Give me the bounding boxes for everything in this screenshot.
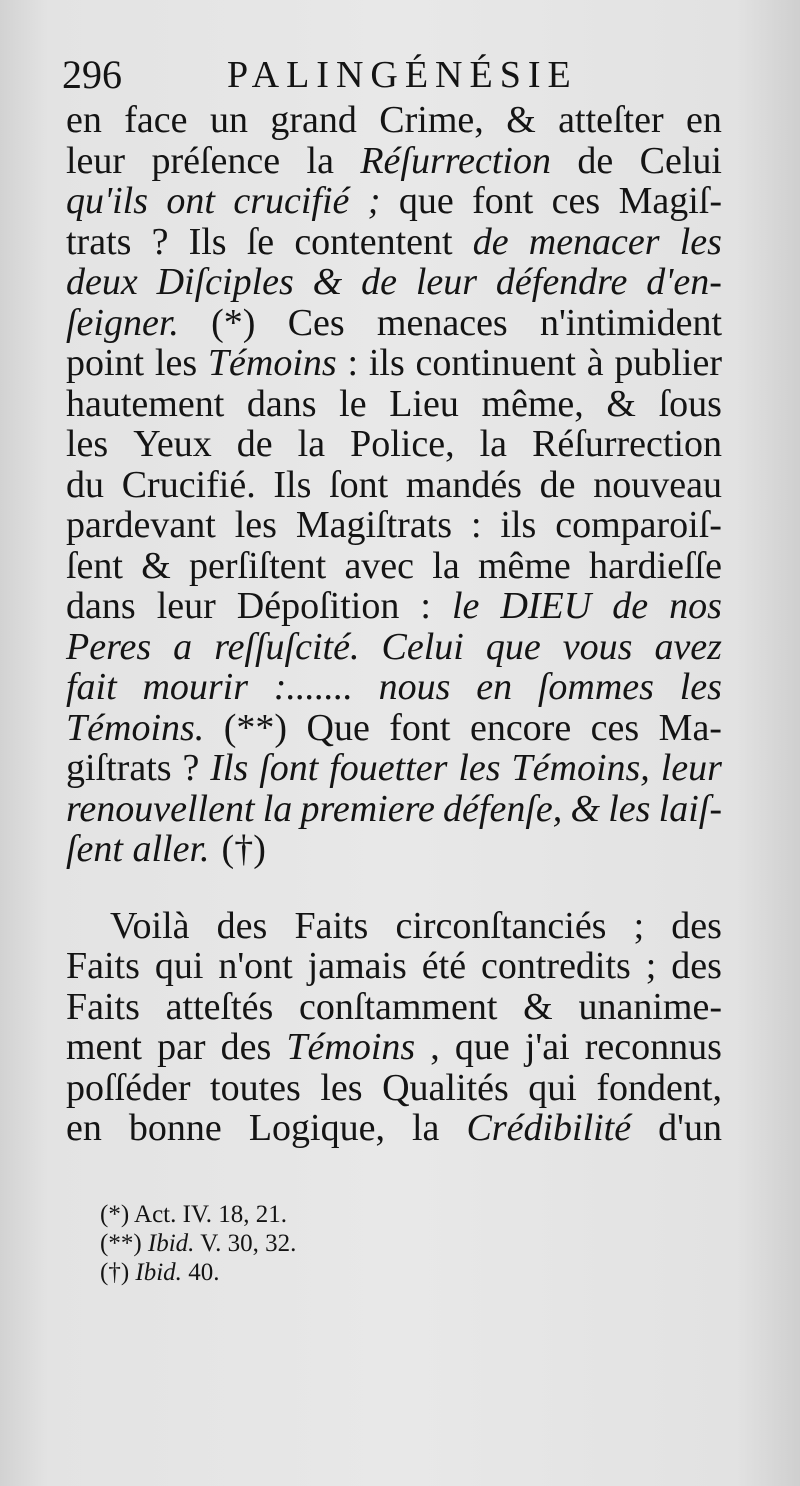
word: ; [645,945,657,987]
word: Voilà [110,904,190,947]
text-line [66,1068,722,1109]
word: ont [166,180,215,222]
word: premiere [300,787,435,830]
word: défendre [495,261,628,303]
word: défenſe, [443,787,563,830]
text-line [66,262,722,303]
word: de [472,220,509,263]
word: que [398,180,454,222]
word: menaces [376,301,508,344]
word: Faits [66,945,140,987]
word: encore [469,706,572,749]
text-line [66,100,722,141]
word: toutes [210,1066,301,1109]
word: les [154,342,198,384]
word: font [472,180,534,222]
word: (*) [211,301,256,344]
word: Dépoſition [236,585,400,627]
paragraph-gap [66,870,722,906]
word: menacer [528,220,660,263]
word: la [432,544,460,587]
word: ſe [246,220,275,263]
word: la [306,139,334,182]
word: pardevant [66,504,216,546]
word: Témoins [286,1026,416,1068]
word: dans [246,382,317,425]
text-line [66,181,722,222]
word: conſtamment [299,985,498,1028]
word: ſent [66,544,123,587]
word: & [506,99,536,141]
word: deux [66,261,138,303]
word: unanime- [578,985,722,1028]
word: hardieſſe [589,544,722,587]
word: (†) [221,828,266,870]
text-line [66,586,722,627]
word: Police, [350,423,455,465]
word: ; [367,180,381,222]
word: le [339,382,367,425]
word: j'ai [524,1026,570,1068]
word: Que [306,706,370,749]
text-line [66,667,722,708]
word: le [451,585,480,627]
word: de [539,463,576,506]
word: laiſ- [658,787,722,830]
word: & [606,382,636,425]
word: ſommes [537,666,654,708]
text-line [66,465,722,506]
word: : [420,585,431,627]
word: & [570,787,601,830]
word: ment [66,1026,142,1068]
word: leur [660,747,722,789]
word: perſiſtent [189,544,327,587]
footnotes [100,1200,296,1287]
word: poſſéder [66,1066,191,1109]
word: dans [66,585,136,627]
word: qui [154,945,204,987]
word: que [454,1026,510,1068]
text-line [66,906,722,947]
word: Magiſ- [618,180,722,222]
text-line [66,789,722,830]
word: Témoins [207,342,337,384]
word: :....... [273,666,353,708]
word: Ils [210,747,249,789]
footnote-ref: Ibid. [147,1230,195,1257]
word: circonſtanciés [395,904,607,947]
text-line [66,303,722,344]
word: leur [66,139,126,182]
word: des [671,945,722,987]
word: Lieu [389,382,459,425]
text-line [66,946,722,987]
word: renouvellent [66,787,255,830]
footnote-mark: (**) [100,1230,148,1257]
word: fouetter [329,747,448,789]
word: en [476,666,513,708]
word: trats [66,220,132,263]
word: la [411,1107,440,1149]
text-line [66,141,722,182]
word: mandés [405,463,522,506]
word: , [430,1026,440,1068]
word: en [686,99,722,141]
word: ? [182,747,200,789]
footnote-mark: (*) [100,1201,135,1228]
word: reſſuſcité. [214,625,360,668]
word: contentent [294,220,453,263]
text-line [66,222,722,263]
word: & [141,544,171,587]
text-line [66,708,722,749]
word: atteſter [558,99,664,141]
word: ? [151,220,169,263]
word: Crucifié. [121,463,256,506]
word: font [389,706,451,749]
word: même [477,544,571,587]
word: leur [156,585,216,627]
word: en [66,99,102,141]
text-line [66,1027,722,1068]
word: ils [500,504,537,546]
word: les [458,747,501,789]
word: la [479,423,508,465]
word: Diſciples [156,261,294,303]
word: Yeux [133,423,212,465]
word: ſous [658,382,722,425]
footnote-mark: (†) [100,1259,136,1286]
word: les [234,504,277,546]
word: crucifié [233,180,350,222]
word: les [66,423,109,465]
word: vous [562,625,633,668]
word: Crédibilité [466,1107,632,1149]
word: un [209,99,248,141]
word: qui [528,1066,577,1109]
word: des [220,1026,272,1068]
word: giſtrats [66,747,172,789]
word: Faits [66,985,140,1028]
footnote [100,1200,296,1229]
word: que [485,625,541,668]
word: grand [270,99,357,141]
word: des [671,904,722,947]
word: fondent, [596,1066,722,1109]
text-line [66,1108,722,1149]
word: Ils [273,463,312,506]
word: ſont [329,463,389,506]
word: & [523,985,553,1028]
word: de [361,261,397,303]
word: ſont [259,747,319,789]
word: leur [415,261,478,303]
word: fait [66,666,117,708]
footnote-text: Act. IV. 18, 21. [134,1201,288,1228]
word: les [679,220,722,263]
word: a [173,625,193,668]
word: ſeigner. [66,301,179,344]
word: & [312,261,343,303]
word: d'en- [646,261,722,303]
word: (**) [223,706,288,749]
word: Ma- [658,706,722,749]
word: ; [633,904,645,947]
footnote-text: V. 30, 32. [200,1230,297,1257]
word: n'ont [218,945,293,987]
footnote [100,1229,296,1258]
word: Ces [287,301,345,344]
running-title: PALINGÉNÉSIE [227,54,578,96]
word: à [586,342,604,384]
word: comparoiſ- [555,504,722,546]
word: Celui [639,139,722,182]
word: été [421,945,467,987]
word: ces [590,706,640,749]
text-line [66,384,722,425]
word: nouveau [593,463,722,506]
word: n'intimident [539,301,722,344]
word: Logique, [248,1107,385,1149]
word: avez [654,625,722,668]
word: les [608,787,651,830]
word: Qualités [382,1066,509,1109]
word: Peres [66,625,152,668]
word: d'un [658,1107,722,1149]
word: Ils [188,220,227,263]
word: du [66,463,104,506]
footnote [100,1258,296,1287]
word: ces [551,180,601,222]
page-header [62,50,762,100]
word: jamais [307,945,407,987]
word: publier [614,342,722,384]
page-number: 296 [62,52,122,97]
text-line [66,505,722,546]
text-line [66,627,722,668]
word: des [216,904,268,947]
word: Témoins, [511,747,650,789]
word: Crime, [379,99,484,141]
word: qu'ils [66,180,149,222]
word: point [66,342,145,384]
word: Réſurrection [360,139,551,182]
word: reconnus [584,1026,722,1068]
text-line [66,424,722,465]
word: les [679,666,722,708]
word: mourir [142,666,249,708]
footnote-ref: Ibid. [135,1259,182,1286]
word: Celui [381,625,464,668]
word: les [320,1066,363,1109]
word: ils [368,342,405,384]
word: nous [378,666,451,708]
text-line [66,748,722,789]
word: Réſurrection [532,423,722,465]
word: ſent aller. [66,828,210,870]
word: préſence [151,139,281,182]
word: DIEU [500,585,592,627]
word: : [470,504,482,546]
word: en [66,1107,102,1149]
word: de [577,139,614,182]
word: nos [669,585,722,627]
word: de [236,423,273,465]
word: la [262,787,293,830]
word: Magiſtrats [295,504,453,546]
footnote-text: 40. [188,1259,220,1286]
word: continuent [415,342,576,384]
word: la [297,423,326,465]
word: hautement [66,382,225,425]
word: par [157,1026,206,1068]
word: avec [344,544,415,587]
text-line [66,987,722,1028]
text-line [66,343,722,384]
word: atteſtés [165,985,274,1028]
word: même, [481,382,584,425]
body-text [66,100,722,1149]
word: bonne [128,1107,222,1149]
word: contredits [480,945,631,987]
word: Faits [294,904,369,947]
text-line [66,829,722,870]
word: de [612,585,649,627]
word: Témoins. [66,706,205,749]
text-line [66,546,722,587]
word: : [347,342,359,384]
word: face [124,99,188,141]
